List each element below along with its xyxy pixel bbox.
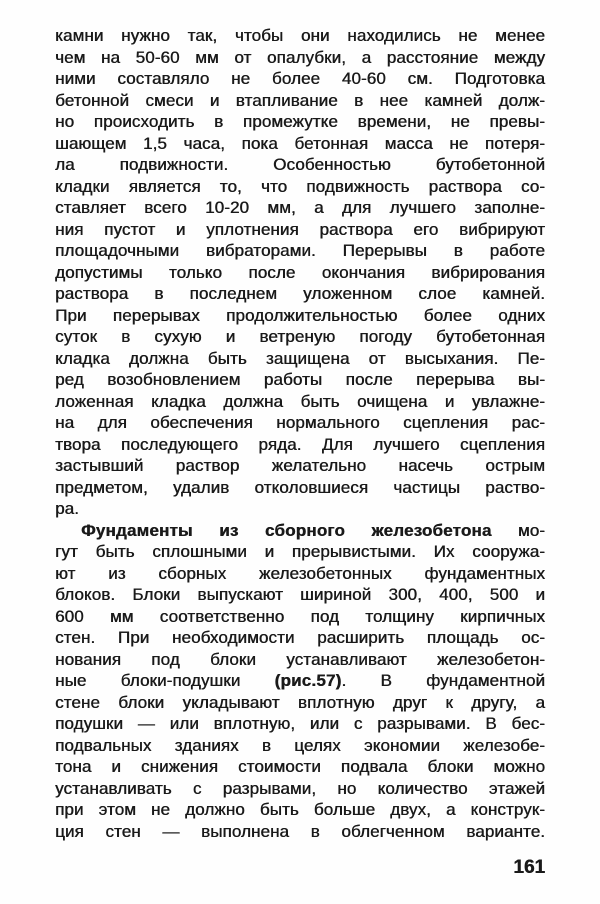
text-segment: 600 мм соответственно под толщину кирпичных xyxy=(55,606,545,626)
text-segment: подвальных зданиях в целях экономии железобе- xyxy=(55,735,545,755)
text-segment: нования под блоки устанавливают железобетон- xyxy=(55,649,545,669)
text-line xyxy=(55,563,545,585)
text-line xyxy=(55,90,545,112)
text-segment: подушки — или вплотную, или с разрывами. В бес- xyxy=(55,714,545,733)
text-line xyxy=(55,692,545,714)
text-line xyxy=(55,584,545,606)
text-segment: застывший раствор желательно насечь острым xyxy=(55,456,545,475)
text-segment: гут быть сплошными и прерывистыми. Их сооружа- xyxy=(55,542,545,561)
text-line xyxy=(55,133,545,155)
text-line xyxy=(55,455,545,477)
text-segment: на для обеспечения нормального сцепления рас- xyxy=(55,413,545,432)
text-segment: устанавливать с разрывами, но количество этажей xyxy=(55,778,545,798)
text-segment: при этом не должно быть больше двух, а конструк- xyxy=(55,800,545,819)
text-line xyxy=(55,735,545,757)
text-segment: тона и снижения стоимости подвала блоки можно xyxy=(55,757,545,776)
page-number: 161 xyxy=(513,857,545,878)
text-segment: ют из сборных железобетонных фундаментных xyxy=(55,563,545,583)
text-segment: шающем 1,5 часа, пока бетонная масса не потеря- xyxy=(55,133,545,153)
text-line xyxy=(55,713,545,735)
bold-text-segment: Фундаменты из сборного железобетона xyxy=(81,520,492,540)
text-line xyxy=(55,477,545,499)
text-line xyxy=(55,541,545,563)
text-segment: чем на 50-60 мм от опалубки, а расстояние между xyxy=(55,47,545,67)
text-line xyxy=(55,498,545,520)
text-line xyxy=(55,25,545,47)
text-line xyxy=(55,670,545,692)
text-line xyxy=(55,283,545,305)
text-segment: . В фундаментной xyxy=(341,671,545,690)
text-segment: ния пустот и уплотнения раствора его вибрируют xyxy=(55,219,545,239)
text-segment: ция стен — выполнена в облегченном варианте. xyxy=(55,821,545,841)
text-line xyxy=(55,778,545,800)
text-segment: блоков. Блоки выпускают шириной 300, 400, 500 и xyxy=(55,585,545,604)
text-line xyxy=(55,434,545,456)
text-line xyxy=(55,627,545,649)
text-segment: но происходить в промежутке времени, не превы- xyxy=(55,112,545,131)
text-line xyxy=(55,756,545,778)
text-line xyxy=(55,154,545,176)
text-segment: ред возобновлением работы после перерыва вы- xyxy=(55,370,545,389)
text-segment: При перерывах продолжительностью более одних xyxy=(55,305,545,325)
text-line xyxy=(55,219,545,241)
text-segment: ставляет всего 10-20 мм, а для лучшего заполне- xyxy=(55,198,545,217)
text-segment: ра. xyxy=(55,499,79,518)
text-segment: кладка должна быть защищена от высыхания. Пе- xyxy=(55,348,545,368)
text-segment: ложенная кладка должна быть очищена и увлажне- xyxy=(55,391,545,411)
text-line xyxy=(55,821,545,843)
text-line xyxy=(55,176,545,198)
text-line xyxy=(55,348,545,370)
text-line xyxy=(55,197,545,219)
text-line xyxy=(55,391,545,413)
text-column xyxy=(55,25,545,842)
text-segment: кладки является то, что подвижность раствора со- xyxy=(55,176,545,196)
text-segment: твора последующего ряда. Для лучшего сцепления xyxy=(55,434,545,454)
text-segment: допустимы только после окончания вибрирования xyxy=(55,262,545,282)
text-line xyxy=(55,412,545,434)
text-line xyxy=(55,68,545,90)
text-line xyxy=(55,606,545,628)
text-segment: мо- xyxy=(491,520,545,540)
text-line xyxy=(55,520,545,542)
text-segment: ные блоки-подушки xyxy=(55,671,275,690)
text-segment: суток в сухую и ветреную погоду бутобетонная xyxy=(55,327,545,346)
text-segment: ла подвижности. Особенностью бутобетонной xyxy=(55,155,545,174)
text-line xyxy=(55,111,545,133)
text-line xyxy=(55,326,545,348)
text-segment: раствора в последнем уложенном слое камней. xyxy=(55,284,545,303)
text-segment: бетонной смеси и втапливание в нее камней долж- xyxy=(55,90,545,110)
text-line xyxy=(55,305,545,327)
text-line xyxy=(55,369,545,391)
text-segment: площадочными вибраторами. Перерывы в работе xyxy=(55,241,545,260)
text-line xyxy=(55,240,545,262)
text-line xyxy=(55,649,545,671)
text-line xyxy=(55,47,545,69)
text-line xyxy=(55,799,545,821)
bold-text-segment: (рис.57) xyxy=(274,671,342,690)
text-segment: стене блоки укладывают вплотную друг к другу, а xyxy=(55,692,545,712)
text-line xyxy=(55,262,545,284)
text-segment: стен. При необходимости расширить площадь ос- xyxy=(55,628,545,647)
text-segment: камни нужно так, чтобы они находились не менее xyxy=(55,26,545,45)
text-segment: предметом, удалив отколовшиеся частицы раство- xyxy=(55,477,545,497)
text-segment: ними составляло не более 40-60 см. Подготовка xyxy=(55,69,545,88)
